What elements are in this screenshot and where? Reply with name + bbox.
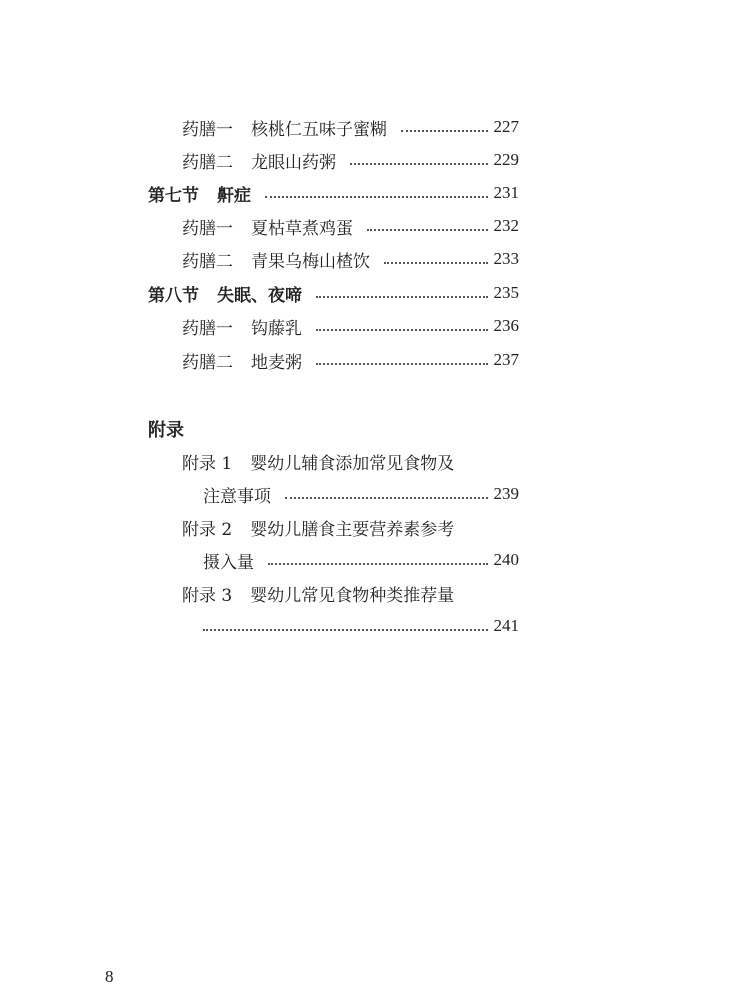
appendix-item-prefix: 附录 1 [182,453,233,474]
appendix-item-page: 240 [493,550,519,569]
toc-entry[interactable] [182,212,519,240]
toc-entry-prefix: 药膳二 [182,152,233,173]
appendix-item-2-line2[interactable] [203,546,519,574]
appendix-item-2-line1[interactable] [182,513,519,541]
appendix-item-title: 婴幼儿膳食主要营养素参考 [250,519,455,540]
leader-dots [350,162,488,165]
leader-dots [367,228,488,231]
leader-dots [285,496,488,499]
leader-dots [384,261,488,264]
toc-entry-page: 227 [493,117,519,136]
leader-dots [316,328,488,331]
toc-entry-title: 钩藤乳 [251,318,302,339]
toc-entry-title: 核桃仁五味子蜜糊 [251,119,387,140]
toc-entry[interactable] [182,346,519,374]
toc-entry[interactable] [182,146,519,174]
appendix-item-prefix: 附录 3 [182,585,233,606]
leader-dots [316,295,488,298]
toc-entry-title: 夏枯草煮鸡蛋 [251,218,353,239]
toc-entry-prefix: 药膳二 [182,251,233,272]
appendix-item-prefix: 附录 2 [182,519,233,540]
leader-dots [265,195,488,198]
toc-section[interactable] [148,179,519,207]
toc-entry-page: 229 [493,150,519,169]
toc-entry-prefix: 药膳二 [182,352,233,373]
appendix-item-title: 婴幼儿辅食添加常见食物及 [250,453,455,474]
toc-entry-title: 地麦粥 [251,352,302,373]
toc-entry-prefix: 药膳一 [182,318,233,339]
toc-section-title: 失眠、夜啼 [217,285,302,306]
appendix-item-3-line2[interactable] [203,612,519,640]
toc-entry-title: 龙眼山药粥 [251,152,336,173]
toc-section-prefix: 第七节 [148,185,199,206]
toc-entry[interactable] [182,113,519,141]
toc-section-title: 鼾症 [217,185,251,206]
toc-section-prefix: 第八节 [148,285,199,306]
appendix-item-title-cont: 摄入量 [203,552,254,573]
appendix-item-page: 241 [493,616,519,635]
appendix-item-title-cont: 注意事项 [203,486,271,507]
toc-entry-prefix: 药膳一 [182,218,233,239]
toc-entry[interactable] [182,245,519,273]
appendix-item-page: 239 [493,484,519,503]
appendix-item-1-line2[interactable] [203,480,519,508]
toc-entry-page: 232 [493,216,519,235]
leader-dots [401,129,488,132]
toc-entry-page: 233 [493,249,519,268]
toc-entry-title: 青果乌梅山楂饮 [251,251,370,272]
toc-entry-page: 236 [493,316,519,335]
toc-section-page: 231 [493,183,519,202]
toc-entry-prefix: 药膳一 [182,119,233,140]
toc-entry[interactable] [182,312,519,340]
leader-dots [316,362,488,365]
appendix-item-1-line1[interactable] [182,447,519,475]
toc-section-page: 235 [493,283,519,302]
leader-dots [268,562,488,565]
page-number: 8 [105,967,114,986]
leader-dots [203,628,488,631]
appendix-heading: 附录 [148,420,184,441]
toc-entry-page: 237 [493,350,519,369]
toc-section[interactable] [148,279,519,307]
appendix-item-title: 婴幼儿常见食物种类推荐量 [250,585,455,606]
appendix-item-3-line1[interactable] [182,579,519,607]
